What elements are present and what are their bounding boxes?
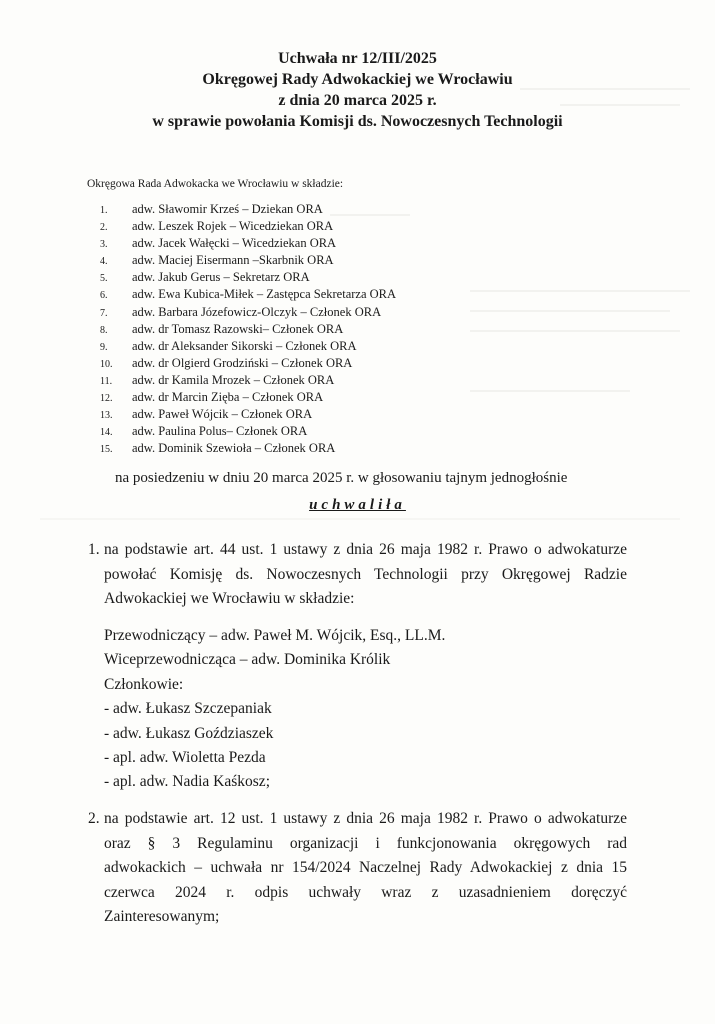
scan-artifact: [470, 330, 680, 332]
member-name: adw. Leszek Rojek – Wicedziekan ORA: [132, 219, 334, 234]
scan-artifact: [40, 518, 680, 520]
scan-artifact: [470, 310, 670, 312]
member-name: adw. Maciej Eisermann –Skarbnik ORA: [132, 253, 334, 268]
list-item: [100, 440, 396, 457]
list-number: 8.: [100, 324, 108, 336]
member-name: adw. Ewa Kubica-Miłek – Zastępca Sekretarza ORA: [132, 287, 397, 302]
composition-intro: Okręgowa Rada Adwokacka we Wrocławiu w składzie:: [87, 178, 344, 190]
committee-member: - apl. adw. Wioletta Pezda: [104, 749, 266, 767]
list-item: [100, 355, 396, 372]
member-name: adw. Jacek Wałęcki – Wicedziekan ORA: [132, 236, 337, 251]
scan-artifact: [470, 390, 630, 392]
list-item: [100, 252, 396, 269]
session-statement: na posiedzeniu w dniu 20 marca 2025 r. w głosowaniu tajnym jednogłośnie: [115, 470, 568, 486]
paragraph-line: oraz § 3 Regulaminu organizacji i funkcjonowania okręgowych rad: [104, 834, 627, 852]
resolution-subject: w sprawie powołania Komisji ds. Nowoczesnych Technologii: [152, 113, 563, 130]
resolution-number: Uchwała nr 12/III/2025: [278, 50, 437, 67]
resolution-point-2: [88, 807, 627, 930]
list-number: 10.: [100, 358, 113, 370]
list-number: 13.: [100, 410, 113, 422]
list-number: 7.: [100, 307, 108, 319]
resolved-heading: uchwaliła: [309, 497, 406, 513]
resolution-point-1: [88, 538, 627, 612]
committee-composition: [104, 624, 445, 795]
list-item: [100, 235, 396, 252]
scan-artifact: [470, 290, 690, 292]
list-number: 3.: [100, 239, 108, 251]
members-list: [100, 201, 396, 457]
list-number: 9.: [100, 341, 108, 353]
list-number: 5.: [100, 273, 108, 285]
list-number: 11.: [100, 375, 113, 387]
list-number: 1.: [100, 205, 108, 216]
member-name: adw. dr Tomasz Razowski– Członek ORA: [132, 321, 344, 336]
committee-member: - adw. Łukasz Szczepaniak: [104, 700, 272, 718]
resolution-date: z dnia 20 marca 2025 r.: [278, 92, 437, 109]
committee-member: - apl. adw. Nadia Kaśkosz;: [104, 773, 270, 791]
paragraph-line: czerwca 2024 r. odpis uchwały wraz z uzasadnieniem doręczyć: [104, 883, 627, 901]
member-name: adw. Sławomir Krześ – Dziekan ORA: [132, 202, 323, 216]
member-name: adw. dr Marcin Zięba – Członek ORA: [132, 390, 324, 405]
paragraph-line: Adwokackiej we Wrocławiu w składzie:: [104, 590, 355, 607]
member-name: adw. Barbara Józefowicz-Olczyk – Członek ORA: [132, 304, 382, 319]
list-item: [100, 338, 396, 355]
list-number: 4.: [100, 256, 108, 268]
point-number: 2.: [88, 810, 100, 827]
list-item: [100, 201, 396, 218]
committee-vice-chair: Wiceprzewodnicząca – adw. Dominika Królik: [104, 651, 391, 669]
paragraph-line: adwokackich – uchwała nr 154/2024 Naczelnej Rady Adwokackiej z dnia 15: [104, 859, 627, 876]
member-name: adw. dr Olgierd Grodziński – Członek ORA: [132, 355, 353, 370]
paragraph-line: Zainteresowanym;: [104, 908, 220, 925]
paragraph-line: na podstawie art. 44 ust. 1 ustawy z dnia 26 maja 1982 r. Prawo o adwokaturze: [104, 541, 627, 558]
member-name: adw. Paweł Wójcik – Członek ORA: [132, 407, 313, 422]
paragraph-line: na podstawie art. 12 ust. 1 ustawy z dnia 26 maja 1982 r. Prawo o adwokaturze: [104, 810, 627, 827]
list-number: 6.: [100, 290, 108, 302]
list-item: [100, 321, 396, 338]
list-item: [100, 304, 396, 321]
paragraph-line: powołać Komisję ds. Nowoczesnych Technologii przy Okręgowej Radzie: [104, 565, 627, 583]
council-name: Okręgowej Rady Adwokackiej we Wrocławiu: [202, 71, 513, 88]
list-item: [100, 269, 396, 286]
member-name: adw. dr Kamila Mrozek – Członek ORA: [132, 372, 335, 387]
list-item: [100, 286, 396, 303]
list-item: [100, 423, 396, 440]
list-number: 14.: [100, 427, 113, 439]
list-number: 12.: [100, 393, 113, 405]
member-name: adw. Jakub Gerus – Sekretarz ORA: [132, 270, 310, 285]
list-number: 15.: [100, 444, 113, 456]
list-item: [100, 406, 396, 423]
list-item: [100, 218, 396, 235]
list-number: 2.: [100, 222, 108, 234]
point-number: 1.: [88, 541, 100, 558]
member-name: adw. dr Aleksander Sikorski – Członek ORA: [132, 338, 357, 353]
list-item: [100, 389, 396, 406]
member-name: adw. Paulina Polus– Członek ORA: [132, 424, 308, 439]
member-name: adw. Dominik Szewioła – Członek ORA: [132, 441, 336, 456]
list-item: [100, 372, 396, 389]
committee-members-label: Członkowie:: [104, 675, 184, 693]
committee-chair: Przewodniczący – adw. Paweł M. Wójcik, Esq., LL.M.: [104, 627, 446, 644]
committee-member: - adw. Łukasz Goździaszek: [104, 724, 274, 742]
